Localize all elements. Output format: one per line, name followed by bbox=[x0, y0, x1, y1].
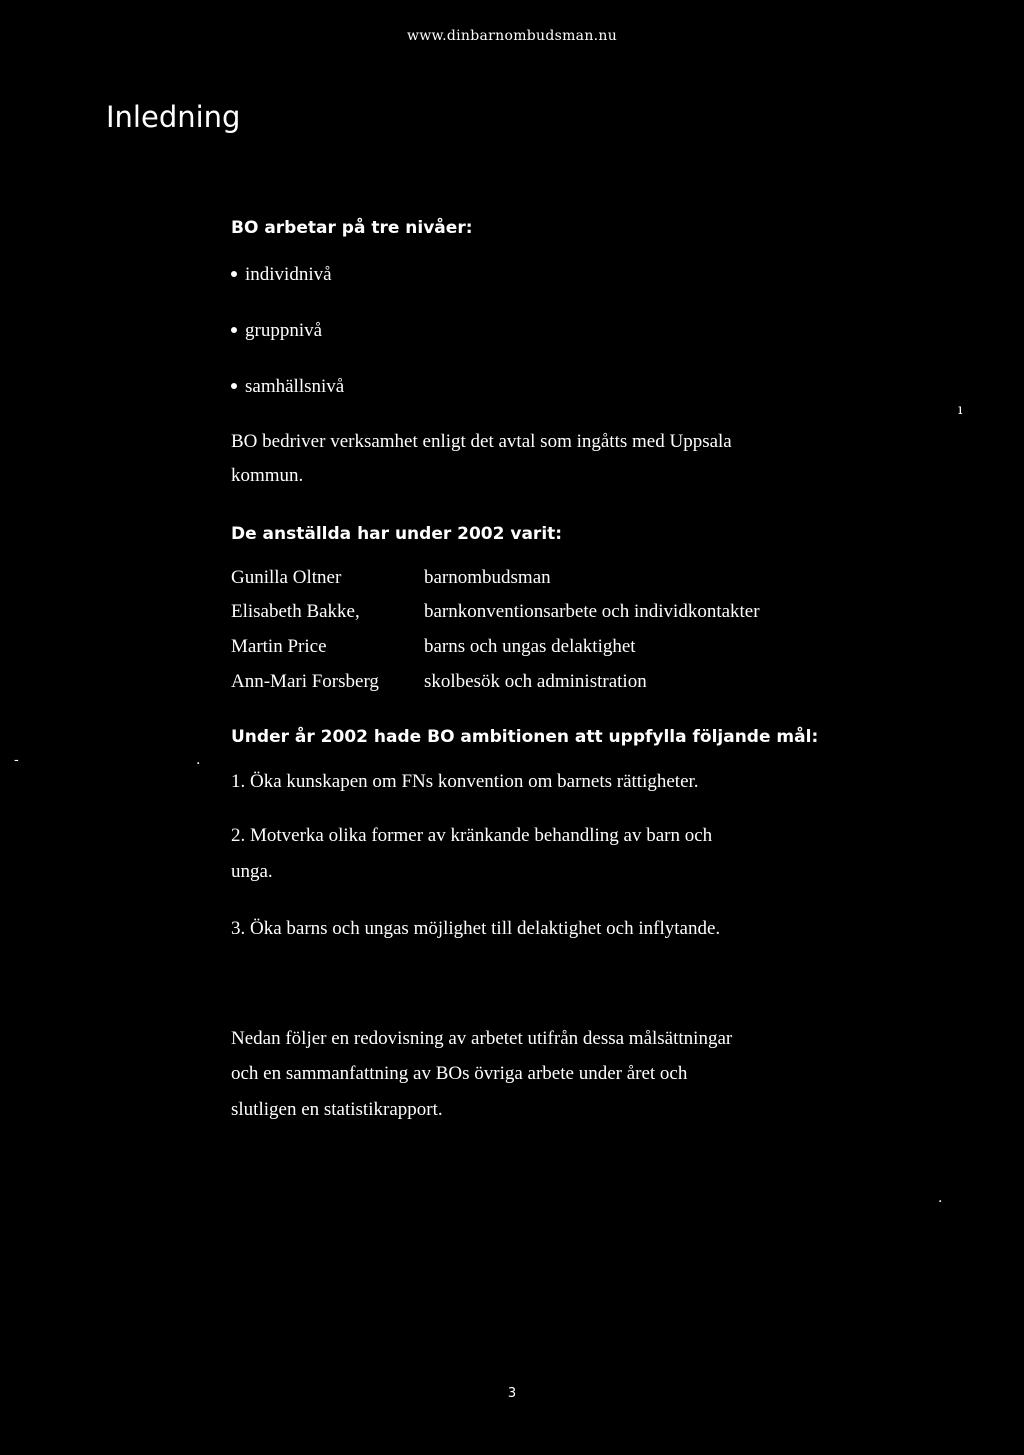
level-item-label: gruppnivå bbox=[245, 320, 323, 341]
level-item-label: individnivå bbox=[245, 264, 332, 285]
staff-heading: De anställda har under 2002 varit: bbox=[231, 524, 563, 544]
agreement-line-2: kommun. bbox=[231, 465, 304, 486]
staff-role: skolbesök och administration bbox=[424, 671, 647, 692]
bullet-icon bbox=[231, 327, 237, 333]
closing-line-3: slutligen en statistikrapport. bbox=[231, 1099, 443, 1120]
bullet-icon bbox=[231, 271, 237, 277]
staff-role: barnombudsman bbox=[424, 567, 551, 588]
stray-mark: . bbox=[196, 752, 201, 768]
level-item-samhall bbox=[231, 376, 344, 398]
staff-name: Martin Price bbox=[231, 636, 327, 657]
closing-line-1: Nedan följer en redovisning av arbetet utifrån dessa målsättningar bbox=[231, 1028, 733, 1049]
page-number: 3 bbox=[507, 1386, 517, 1401]
stray-mark: . bbox=[938, 1190, 943, 1206]
goal-2-line-1: 2. Motverka olika former av kränkande behandling av barn och bbox=[231, 825, 713, 846]
level-item-grupp bbox=[231, 320, 322, 342]
agreement-line-1: BO bedriver verksamhet enligt det avtal som ingåtts med Uppsala bbox=[231, 431, 732, 452]
closing-line-2: och en sammanfattning av BOs övriga arbete under året och bbox=[231, 1063, 688, 1084]
levels-heading: BO arbetar på tre nivåer: bbox=[231, 218, 473, 238]
staff-name: Elisabeth Bakke, bbox=[231, 601, 360, 622]
stray-mark: - bbox=[14, 752, 19, 768]
staff-role: barns och ungas delaktighet bbox=[424, 636, 636, 657]
site-url: www.dinbarnombudsman.nu bbox=[406, 28, 618, 44]
goal-1: 1. Öka kunskapen om FNs konvention om barnets rättigheter. bbox=[231, 771, 699, 792]
staff-name: Gunilla Oltner bbox=[231, 567, 342, 588]
level-item-individ bbox=[231, 264, 332, 286]
goal-2-line-2: unga. bbox=[231, 861, 273, 882]
goal-3: 3. Öka barns och ungas möjlighet till delaktighet och inflytande. bbox=[231, 918, 721, 939]
stray-mark: ı bbox=[958, 402, 963, 418]
staff-role: barnkonventionsarbete och individkontakter bbox=[424, 601, 760, 622]
bullet-icon bbox=[231, 383, 237, 389]
goals-heading: Under år 2002 hade BO ambitionen att uppfylla följande mål: bbox=[231, 727, 819, 747]
staff-name: Ann-Mari Forsberg bbox=[231, 671, 379, 692]
level-item-label: samhällsnivå bbox=[245, 376, 345, 397]
page-title: Inledning bbox=[106, 100, 241, 134]
